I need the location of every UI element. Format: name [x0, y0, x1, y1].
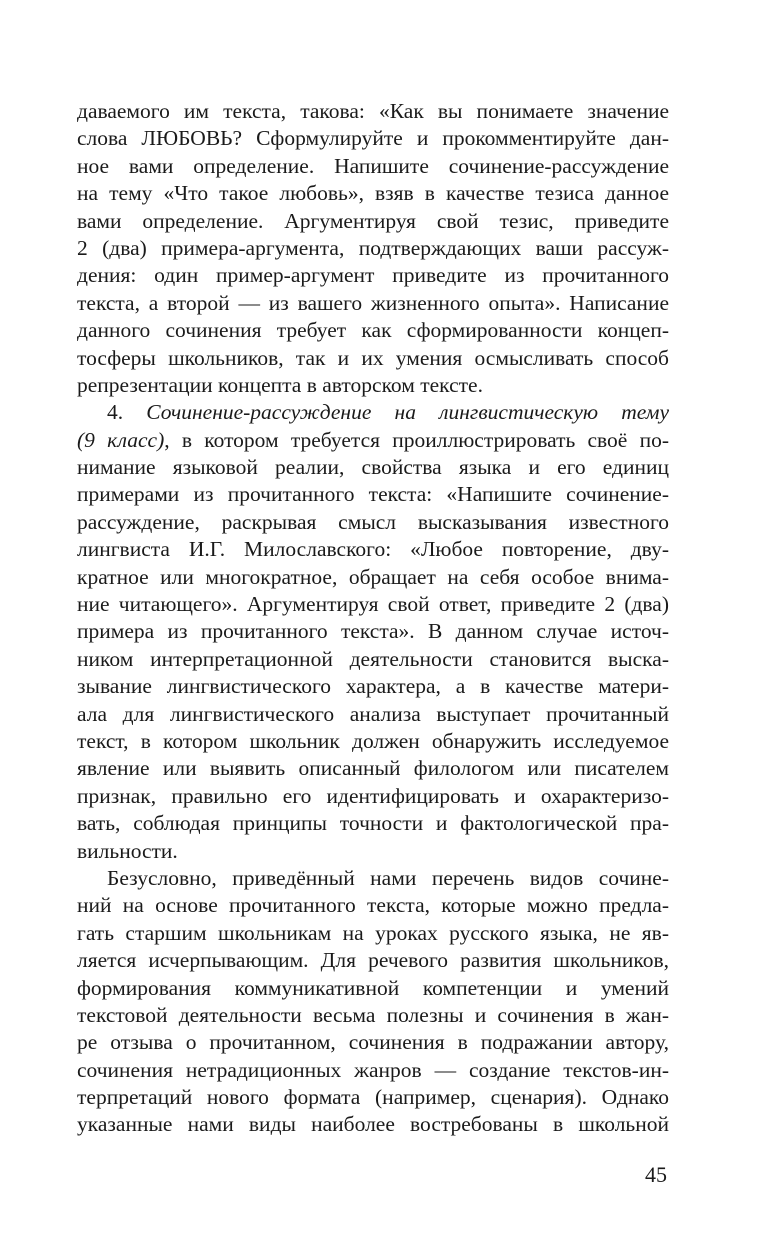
text-line: слова ЛЮБОВЬ? Сформулируйте и прокомментируйте дан-	[77, 126, 669, 151]
text-line: рассуждение, раскрывая смысл высказывания известного	[77, 509, 669, 534]
text-line: вильности.	[77, 838, 178, 863]
paragraph-2-second-line	[77, 427, 669, 454]
text-line: формирования коммуникативной компетенции и умений	[77, 975, 669, 1000]
text-line: данного сочинения требует как сформированности концеп-	[77, 318, 669, 343]
italic-topic: Сочинение-рассуждение на лингвистическую тему	[146, 400, 670, 425]
text-line: текста, а второй — из вашего жизненного опыта». Написание	[77, 290, 669, 315]
text-line: признак, правильно его идентифицировать и охарактеризо-	[77, 783, 669, 808]
text-line: на тему «Что такое любовь», взяв в качестве тезиса данное	[77, 181, 669, 206]
text-line: ником интерпретационной деятельности становится выска-	[77, 646, 669, 671]
paragraph-2	[77, 399, 669, 865]
text-line: нимание языковой реалии, свойства языка и его единиц	[77, 455, 669, 480]
text-line: текст, в котором школьник должен обнаружить исследуемое	[77, 728, 669, 753]
text-line: ние читающего». Аргументируя свой ответ, приведите 2 (два)	[77, 592, 669, 617]
text-line: дения: один пример-аргумент приведите из прочитанного	[77, 263, 669, 288]
text-line: терпретаций нового формата (например, сценария). Однако	[77, 1085, 669, 1110]
text-line: зывание лингвистического характера, а в качестве матери-	[77, 674, 669, 699]
text-line: сочинения нетрадиционных жанров — создание текстов-ин-	[77, 1057, 669, 1082]
text-line: примера из прочитанного текста». В данном случае источ-	[77, 619, 669, 644]
paragraph-1	[77, 98, 669, 399]
text-line: ляется исчерпывающим. Для речевого развития школьников,	[77, 948, 669, 973]
page-number: 45	[645, 1162, 667, 1187]
text-line: примерами из прочитанного текста: «Напишите сочинение-	[77, 482, 669, 507]
text-line: гать старшим школьникам на уроках русского языка, не яв-	[77, 920, 669, 945]
text-line: кратное или многократное, обращает на себя особое внима-	[77, 564, 669, 589]
text-line: ре отзыва о прочитанном, сочинения в подражании автору,	[77, 1030, 669, 1055]
text-line: ний на основе прочитанного текста, которые можно предла-	[77, 893, 669, 918]
text-line: указанные нами виды наиболее востребованы в школьной	[77, 1112, 669, 1137]
text-line: явление или выявить описанный филологом или писателем	[77, 756, 669, 781]
text-fragment: , в котором требуется проиллюстрировать своё по-	[164, 427, 669, 452]
text-line: ное вами определение. Напишите сочинение-рассуждение	[77, 153, 669, 178]
text-line: репрезентации концепта в авторском тексте.	[77, 372, 483, 397]
list-number: 4.	[107, 400, 124, 425]
text-line: Безусловно, приведённый нами перечень видов сочине-	[107, 865, 669, 890]
text-line: даваемого им текста, такова: «Как вы понимаете значение	[77, 99, 669, 123]
paragraph-2-first-line	[77, 399, 669, 426]
text-line: 2 (два) примера-аргумента, подтверждающих ваши рассуж-	[77, 235, 669, 260]
text-line: вами определение. Аргументируя свой тезис, приведите	[77, 208, 669, 233]
text-line: текстовой деятельности весьма полезны и сочинения в жан-	[77, 1002, 669, 1027]
italic-grade: (9 класс)	[77, 427, 165, 452]
text-line: ала для лингвистического анализа выступает прочитанный	[77, 701, 669, 726]
text-line: вать, соблюдая принципы точности и фактологической пра-	[77, 811, 669, 836]
body-text	[77, 98, 669, 1139]
paragraph-3	[77, 865, 669, 1139]
text-line: тосферы школьников, так и их умения осмысливать способ	[77, 345, 669, 370]
text-line: лингвиста И.Г. Милославского: «Любое повторение, дву-	[77, 537, 669, 562]
